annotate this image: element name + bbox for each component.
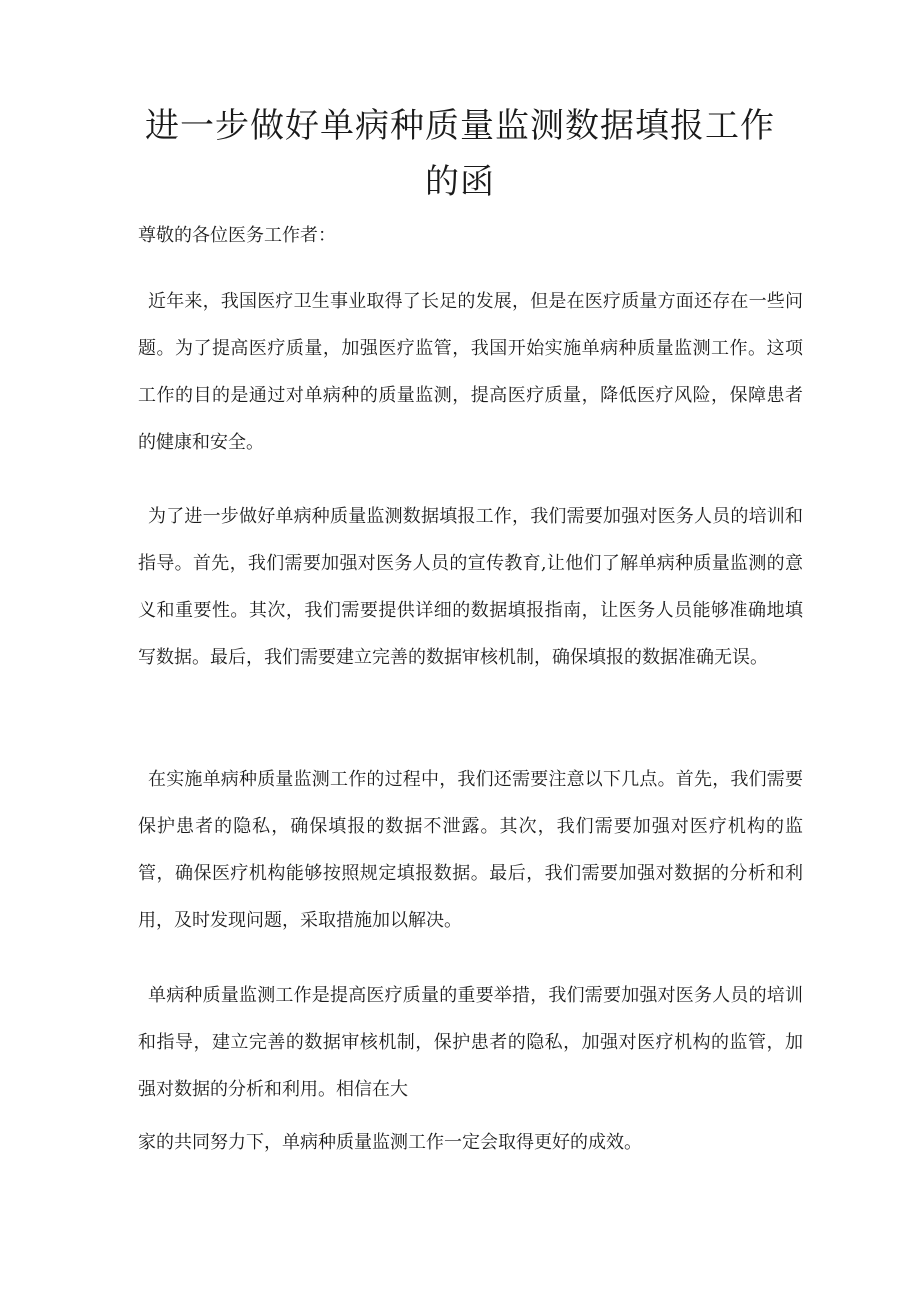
paragraph-2: 为了进一步做好单病种质量监测数据填报工作，我们需要加强对医务人员的培训和指导。首先，我们需要加强对医务人员的宣传教育,让他们了解单病种质量监测的意义和重要性。其次，我们需要提供详细的数据填报指南，让医务人员能够准确地填写数据。最后，我们需要建立完善的数据审核机制，确保填报的数据准确无误。 bbox=[138, 506, 803, 668]
paragraph-1: 近年来，我国医疗卫生事业取得了长足的发展，但是在医疗质量方面还存在一些问题。为了提高医疗质量，加强医疗监管，我国开始实施单病种质量监测工作。这项工作的目的是通过对单病种的质量监测，提高医疗质量，降低医疗风险，保障患者的健康和安全。 bbox=[138, 291, 803, 453]
salutation: 尊敬的各位医务工作者： bbox=[138, 225, 336, 246]
closing-line: 家的共同努力下，单病种质量监测工作一定会取得更好的成效。 bbox=[138, 1132, 642, 1153]
document-title-line-2: 的函 bbox=[425, 162, 495, 202]
paragraph-4: 单病种质量监测工作是提高医疗质量的重要举措，我们需要加强对医务人员的培训和指导，建立完善的数据审核机制，保护患者的隐私，加强对医疗机构的监管，加强对数据的分析和利用。相信在大 bbox=[138, 985, 803, 1100]
document-title-line-1: 进一步做好单病种质量监测数据填报工作 bbox=[145, 106, 775, 146]
paragraph-3: 在实施单病种质量监测工作的过程中，我们还需要注意以下几点。首先，我们需要保护患者的隐私，确保填报的数据不泄露。其次，我们需要加强对医疗机构的监管，确保医疗机构能够按照规定填报数据。最后，我们需要加强对数据的分析和利用，及时发现问题，采取措施加以解决。 bbox=[138, 769, 803, 931]
